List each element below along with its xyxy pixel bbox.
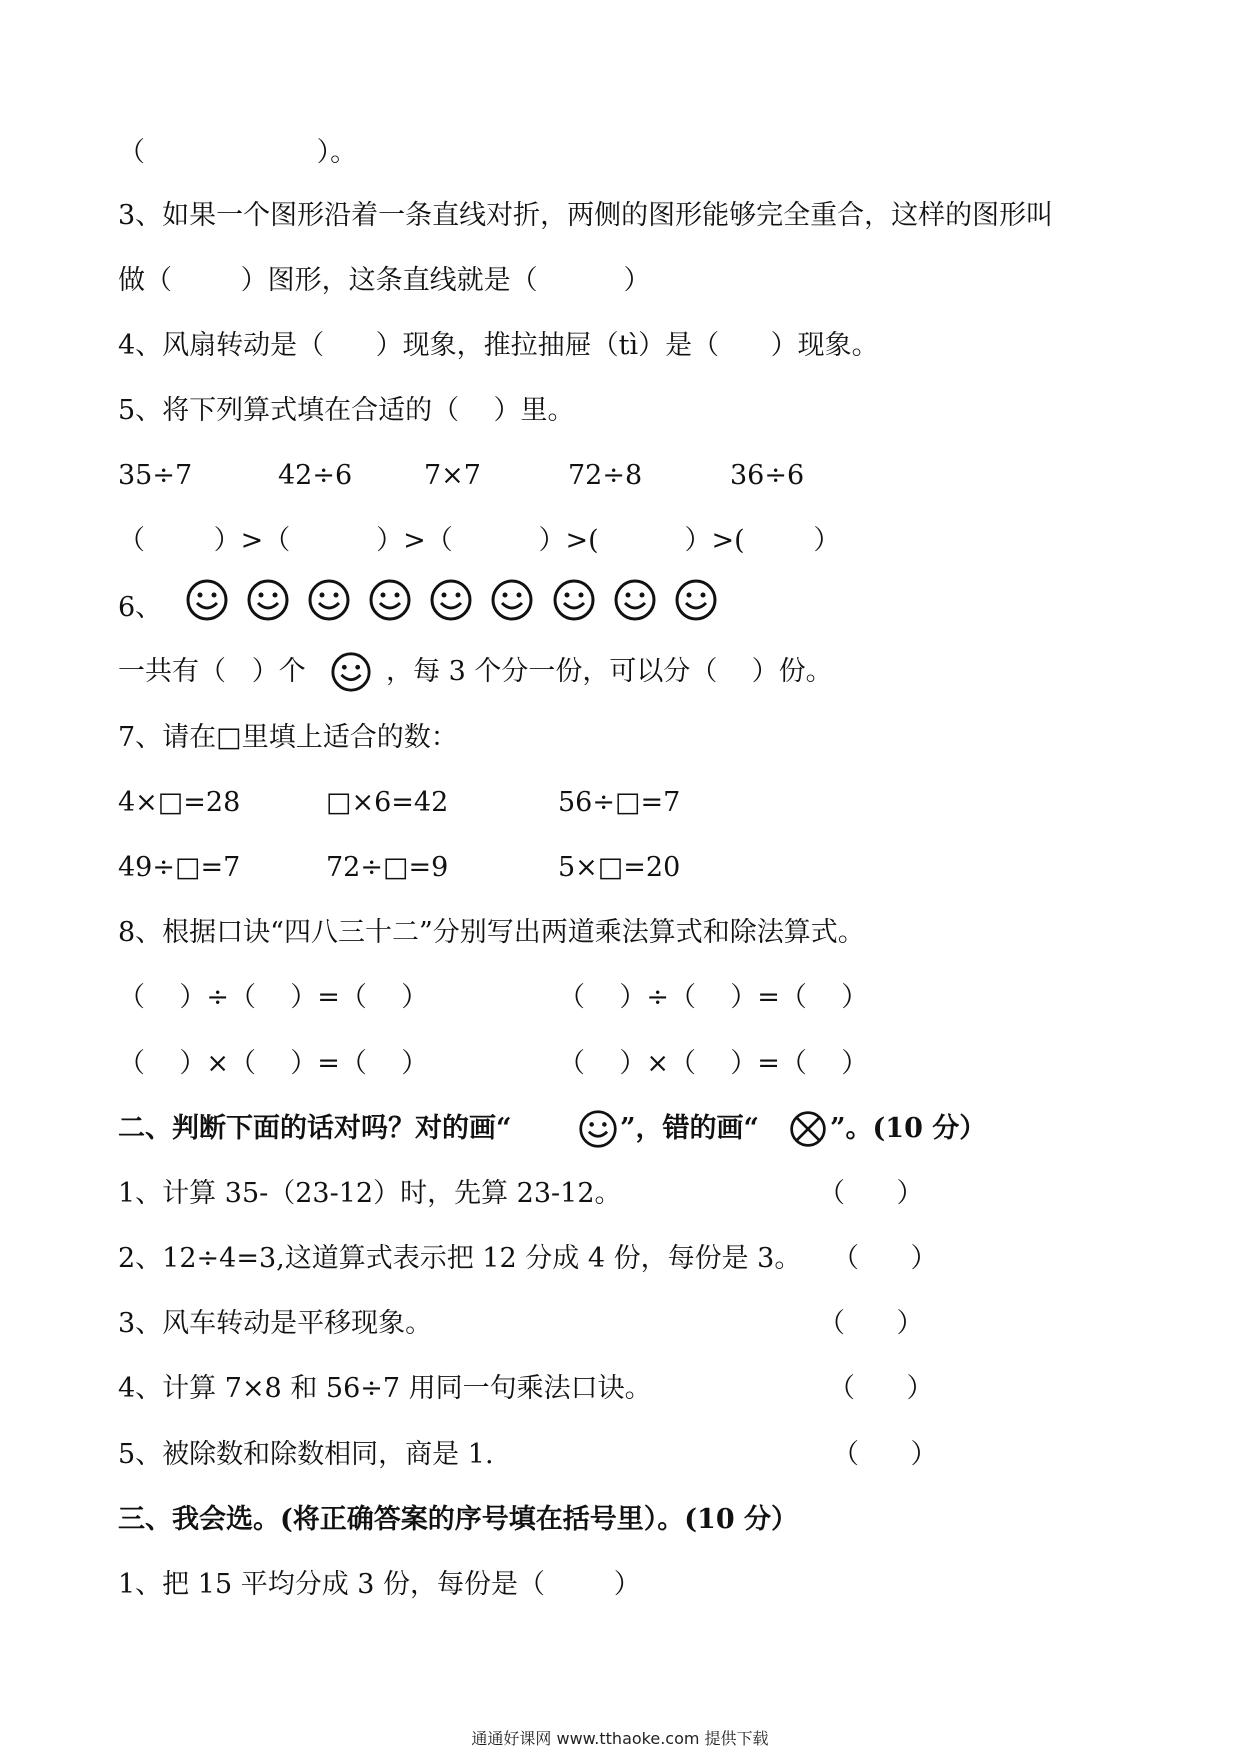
smiley-icon <box>552 578 596 622</box>
expression-72-div-8: 72÷8 <box>568 460 643 491</box>
smiley-icon <box>185 578 229 622</box>
smiley-icon <box>307 578 351 622</box>
choice-question-1: 1、把 15 平均分成 3 份，每份是（ ） <box>118 1569 641 1600</box>
question-6-text-part-2: ，每 3 个分一份，可以分（ ）份。 <box>386 656 833 687</box>
judgement-2: 2、12÷4=3,这道算式表示把 12 分成 4 份，每份是 3。 <box>118 1243 802 1274</box>
question-5: 5、将下列算式填在合适的（ ）里。 <box>118 395 575 426</box>
smiley-row <box>185 578 730 626</box>
cross-circle-icon <box>788 1109 828 1149</box>
smiley-icon <box>490 578 534 622</box>
question-8: 8、根据口诀“四八三十二”分别写出两道乘法算式和除法算式。 <box>118 917 865 948</box>
smiley-icon <box>578 1109 618 1149</box>
question-6-label: 6、 <box>118 592 163 623</box>
footer-credit: 通通好课网 www.tthaoke.com 提供下载 <box>471 1729 769 1748</box>
equation-box-times-6-42: □×6=42 <box>326 787 449 818</box>
question-7: 7、请在□里填上适合的数： <box>118 722 458 753</box>
expression-36-div-6: 36÷6 <box>730 460 805 491</box>
question-3-line-1: 3、如果一个图形沿着一条直线对折，两侧的图形能够完全重合，这样的图形叫 <box>118 200 1054 231</box>
judgement-4: 4、计算 7×8 和 56÷7 用同一句乘法口诀。 <box>118 1373 652 1404</box>
smiley-icon <box>368 578 412 622</box>
multiplication-blank-right: （ ）×（ ）=（ ） <box>558 1048 869 1079</box>
smiley-icon <box>429 578 473 622</box>
judgement-5: 5、被除数和除数相同，商是 1. <box>118 1439 494 1470</box>
blank-line-answer: （ ）。 <box>118 137 358 168</box>
section-3-heading: 三、我会选。(将正确答案的序号填在括号里）。(10 分） <box>118 1504 799 1535</box>
smiley-icon <box>613 578 657 622</box>
judgement-2-blank: （ ） <box>832 1243 938 1274</box>
question-4: 4、风扇转动是（ ）现象，推拉抽屉（tì）是（ ）现象。 <box>118 330 879 361</box>
equation-4-times-box-28: 4×□=28 <box>118 787 241 818</box>
judgement-1: 1、计算 35-（23-12）时，先算 23-12。 <box>118 1178 622 1209</box>
equation-56-div-box-7: 56÷□=7 <box>558 787 681 818</box>
question-6-text-part-1: 一共有（ ）个 <box>118 656 306 687</box>
smiley-icon <box>246 578 290 622</box>
equation-72-div-box-9: 72÷□=9 <box>326 852 449 883</box>
judgement-4-blank: （ ） <box>828 1373 934 1404</box>
section-2-heading-part-1: 二、判断下面的话对吗？对的画“ <box>118 1113 512 1144</box>
question-3-line-2: 做（ ）图形，这条直线就是（ ） <box>118 265 651 296</box>
equation-5-times-box-20: 5×□=20 <box>558 852 681 883</box>
smiley-icon <box>330 651 372 693</box>
expression-42-div-6: 42÷6 <box>278 460 353 491</box>
division-blank-left: （ ）÷（ ）=（ ） <box>118 982 429 1013</box>
equation-49-div-box-7: 49÷□=7 <box>118 852 241 883</box>
judgement-1-blank: （ ） <box>818 1178 924 1209</box>
judgement-3-blank: （ ） <box>818 1308 924 1339</box>
ordering-blanks: （ ）>（ ）>（ ）>( ）>( ） <box>118 525 841 556</box>
judgement-3: 3、风车转动是平移现象。 <box>118 1308 433 1339</box>
division-blank-right: （ ）÷（ ）=（ ） <box>558 982 869 1013</box>
expression-35-div-7: 35÷7 <box>118 460 193 491</box>
smiley-icon <box>674 578 718 622</box>
section-2-heading-part-2: ”，错的画“ <box>620 1113 760 1144</box>
multiplication-blank-left: （ ）×（ ）=（ ） <box>118 1048 429 1079</box>
section-2-heading-part-3: ”。(10 分） <box>830 1113 987 1144</box>
expression-7-times-7: 7×7 <box>424 460 481 491</box>
judgement-5-blank: （ ） <box>832 1439 938 1470</box>
